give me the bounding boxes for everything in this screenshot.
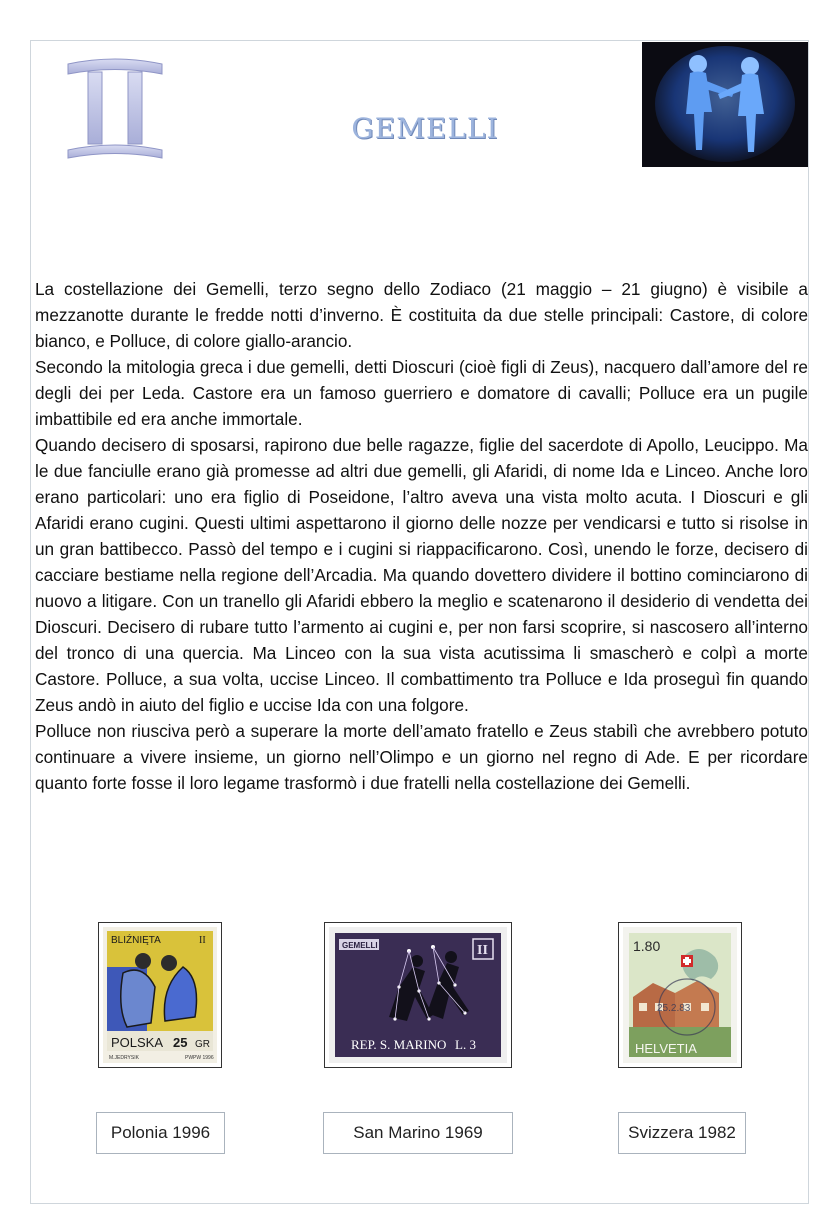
paragraph: Quando decisero di sposarsi, rapirono due belle ragazze, figlie del sacerdote di Apollo, Leucippo. Ma le due fanciulle erano già promesse ad altri due gemelli, gli Afaridi, di nome Ida e Linceo. Anche loro erano particolari: uno era figlio di Poseidone, l’altro aveva una vista molto acuta. I Dioscuri e gli Afaridi erano cugini. Questi ultimi aspettarono il giorno delle nozze per vendicarsi e tutto si risolse in un gran battibecco. Passò del tempo e i cugini si riappacificarono. Così, unendo le forze, decisero di cacciare bestiame nella regione dell’Arcadia. Ma quando dovettero dividere il bottino cominciarono di nuovo a litigare. Con un tranello gli Afaridi ebbero la meglio e scatenarono il desiderio di vendetta dei Dioscuri. Decisero di rubare tutto l’armento ai cugini e, per non farsi scoprire, si nascosero all’interno del tronco di una quercia. Ma Linceo con la sua vista acutissima li smascherò e colpì a morte Castore. Polluce, a sua volta, uccise Linceo. Il combattimento tra Polluce e Ida proseguì fin quando Zeus andò in aiuto del figlio e uccise Ida con una folgore. [35, 435, 808, 715]
stamp-caption: Svizzera 1982 [618, 1112, 746, 1154]
stamp-value: L. 3 [455, 1037, 476, 1052]
stamp-top-text: GEMELLI [342, 941, 378, 950]
stamp-postmark: 25.2.83 [657, 1003, 691, 1014]
stamp-value: 25 [173, 1035, 188, 1050]
stamp-caption: San Marino 1969 [323, 1112, 513, 1154]
paragraph: La costellazione dei Gemelli, terzo segno dello Zodiaco (21 maggio – 21 giugno) è visibile a mezzanotte durante le fredde notti d’inverno. È costituita da due stelle principali: Castore, di colore bianco, e Polluce, di colore giallo-arancio. [35, 279, 808, 351]
stamp-caption: Polonia 1996 [96, 1112, 225, 1154]
stamp-roman-numeral: II [199, 935, 206, 946]
paragraph: Polluce non riusciva però a superare la morte dell’amato fratello e Zeus stabilì che avrebbero potuto continuare a vivere insieme, un giorno nell’Olimpo e un giorno nel regno di Ade. E per ricordare quanto forte fosse il loro legame trasformò i due fratelli nella costellazione dei Gemelli. [35, 721, 808, 793]
paragraph: Secondo la mitologia greca i due gemelli, detti Dioscuri (cioè figli di Zeus), nacquero dall’amore del re degli dei per Leda. Castore era un famoso guerriero e domatore di cavalli; Polluce era un pugile imbattibile ed era anche immortale. [35, 357, 808, 429]
twins-illustration [642, 42, 808, 167]
stamp-san-marino [324, 922, 512, 1068]
stamp-designer: M.JEDRYSIK [109, 1055, 139, 1061]
stamp-top-text: BLIŹNIĘTA [111, 935, 161, 946]
stamp-printer: PWPW 1996 [185, 1055, 214, 1061]
stamp-unit: GR [195, 1039, 210, 1050]
stamp-country: POLSKA [111, 1035, 164, 1050]
stamp-country: HELVETIA [635, 1041, 697, 1056]
stamp-value: 1.80 [633, 938, 661, 954]
stamp-country: REP. S. MARINO [351, 1037, 447, 1052]
stamp-roman-numeral: II [477, 943, 488, 958]
body-text [35, 276, 808, 796]
stamp-poland [98, 922, 222, 1068]
page-title: GEMELLI [351, 112, 499, 145]
gemini-symbol-icon [60, 52, 170, 162]
stamp-svizzera [618, 922, 742, 1068]
